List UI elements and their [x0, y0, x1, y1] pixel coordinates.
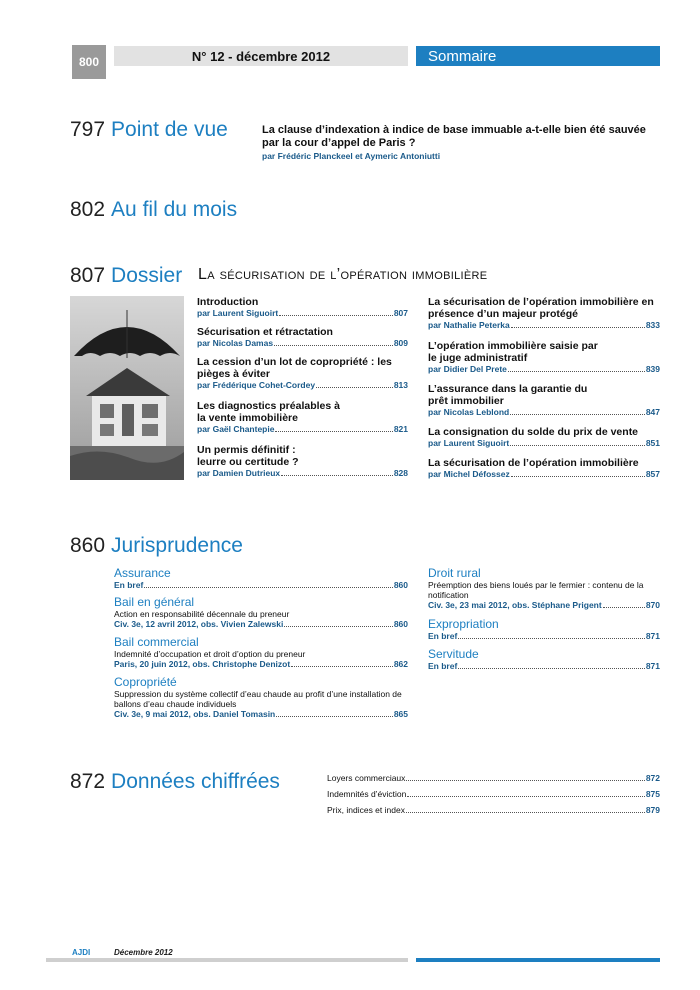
- donnees-list: [327, 770, 660, 818]
- juris-ref: Civ. 3e, 23 mai 2012, obs. Stéphane Prigent: [428, 600, 602, 610]
- toc-entry[interactable]: [197, 356, 408, 391]
- juris-category: Assurance: [114, 566, 171, 580]
- item-page: 872: [645, 773, 660, 783]
- juris-category: Servitude: [428, 647, 479, 661]
- entry-title: La consignation du solde du prix de vente: [428, 426, 639, 438]
- toc-entry[interactable]: [428, 457, 660, 480]
- entry-page: 807: [393, 308, 408, 318]
- entry-title: Sécurisation et rétractation: [197, 326, 333, 338]
- juris-entry[interactable]: [114, 595, 408, 630]
- juris-page: 871: [645, 631, 660, 641]
- entry-author: par Michel Défossez: [428, 469, 510, 479]
- entry-page: 857: [645, 469, 660, 479]
- juris-ref: En bref: [428, 631, 458, 641]
- section-donnees: [70, 770, 280, 794]
- juris-page: 860: [393, 619, 408, 629]
- entry-author: par Damien Dutrieux: [197, 468, 281, 478]
- juris-category: Bail en général: [114, 595, 195, 609]
- juris-desc: Action en responsabilité décennale du preneur: [114, 609, 290, 619]
- toc-entry[interactable]: [428, 296, 660, 331]
- entry-page: 809: [393, 338, 408, 348]
- entry-author: par Nicolas Damas: [197, 338, 274, 348]
- section-title: Dossier: [111, 264, 183, 287]
- entry-title: Les diagnostics préalables à la vente immobilière: [197, 400, 340, 424]
- entry-page: 851: [645, 438, 660, 448]
- entry-author: par Nicolas Leblond: [428, 407, 510, 417]
- list-item[interactable]: [327, 802, 660, 818]
- toc-entry[interactable]: [197, 400, 408, 435]
- juris-entry[interactable]: [114, 566, 408, 591]
- toc-entry[interactable]: [428, 426, 660, 449]
- entry-author: par Didier Del Prete: [428, 364, 507, 374]
- list-item[interactable]: [327, 770, 660, 786]
- juris-ref: Paris, 20 juin 2012, obs. Christophe Denizot: [114, 659, 291, 669]
- entry-title: La cession d’un lot de copropriété : les pièges à éviter: [197, 356, 392, 380]
- section-label: Sommaire: [416, 46, 660, 66]
- juris-ref: Civ. 3e, 9 mai 2012, obs. Daniel Tomasin: [114, 709, 276, 719]
- juris-entry[interactable]: [428, 566, 660, 611]
- juris-category: Droit rural: [428, 566, 481, 580]
- juris-ref: En bref: [428, 661, 458, 671]
- juris-entry[interactable]: [114, 635, 408, 670]
- section-jurisprudence: [70, 534, 243, 558]
- juris-page: 870: [645, 600, 660, 610]
- section-title: Jurisprudence: [111, 534, 243, 557]
- section-title: Point de vue: [111, 118, 228, 141]
- entry-author: par Laurent Siguoirt: [428, 438, 510, 448]
- section-title: Au fil du mois: [111, 198, 238, 221]
- toc-entry[interactable]: [197, 326, 408, 349]
- toc-entry[interactable]: [428, 340, 660, 375]
- section-point-de-vue: [70, 118, 228, 142]
- entry-page: 847: [645, 407, 660, 417]
- juris-ref: En bref: [114, 580, 144, 590]
- juris-desc: Indemnité d’occupation et droit d’option du preneur: [114, 649, 306, 659]
- entry-title: Un permis définitif : leurre ou certitude ?: [197, 444, 299, 468]
- juris-entry[interactable]: [114, 675, 408, 720]
- section-au-fil: [70, 198, 237, 222]
- section-number: 872: [70, 770, 106, 793]
- item-label: Loyers commerciaux: [327, 773, 406, 783]
- footer-rule-gray: [46, 958, 408, 962]
- item-label: Prix, indices et index: [327, 805, 405, 815]
- juris-ref: Civ. 3e, 12 avril 2012, obs. Vivien Zalewski: [114, 619, 284, 629]
- entry-author: par Laurent Siguoirt: [197, 308, 279, 318]
- house-umbrella-image: [70, 296, 184, 480]
- juris-page: 862: [393, 659, 408, 669]
- entry-page: 813: [393, 380, 408, 390]
- section-number: 807: [70, 264, 106, 287]
- section-number: 802: [70, 198, 106, 221]
- entry-title: La sécurisation de l’opération immobilière en présence d’un majeur protégé: [428, 296, 654, 320]
- toc-entry[interactable]: [197, 444, 408, 479]
- section-number: 797: [70, 118, 106, 141]
- footer-journal: AJDI: [72, 948, 91, 957]
- item-page: 879: [645, 805, 660, 815]
- entry-page: 828: [393, 468, 408, 478]
- house-umbrella-photo: [70, 296, 184, 480]
- entry-author: par Gaël Chantepie: [197, 424, 275, 434]
- juris-desc: Préemption des biens loués par le fermier : contenu de la notification: [428, 580, 644, 600]
- juris-category: Bail commercial: [114, 635, 199, 649]
- section-title: Données chiffrées: [111, 770, 280, 793]
- section-dossier: [70, 264, 182, 288]
- list-item[interactable]: [327, 786, 660, 802]
- entry-author: par Frédérique Cohet-Cordey: [197, 380, 316, 390]
- juris-page: 871: [645, 661, 660, 671]
- issue-label: N° 12 - décembre 2012: [114, 46, 408, 66]
- entry-page: 821: [393, 424, 408, 434]
- article-author: par Frédéric Planckeel et Aymeric Antoniutti: [262, 151, 441, 161]
- entry-title: L’opération immobilière saisie par le juge administratif: [428, 340, 598, 364]
- article-title[interactable]: La clause d’indexation à indice de base immuable a-t-elle bien été sauvée par la cour d’appel de Paris ?: [262, 124, 646, 149]
- entry-title: Introduction: [197, 296, 259, 308]
- juris-entry[interactable]: [428, 617, 660, 642]
- footer-date: Décembre 2012: [114, 948, 173, 957]
- entry-title: L’assurance dans la garantie du prêt immobilier: [428, 383, 588, 407]
- entry-author: par Nathalie Peterka: [428, 320, 510, 330]
- section-number: 860: [70, 534, 106, 557]
- juris-entry[interactable]: [428, 647, 660, 672]
- dossier-subtitle: La sécurisation de l’opération immobilière: [198, 266, 488, 283]
- item-page: 875: [645, 789, 660, 799]
- footer-rule-blue: [416, 958, 660, 962]
- item-label: Indemnités d’éviction: [327, 789, 407, 799]
- juris-category: Copropriété: [114, 675, 177, 689]
- page-number: 800: [72, 45, 106, 79]
- entry-page: 833: [645, 320, 660, 330]
- toc-entry[interactable]: [428, 383, 660, 418]
- entry-page: 839: [645, 364, 660, 374]
- juris-desc: Suppression du système collectif d’eau chaude au profit d’une installation de ballons d’eau chaude individuels: [114, 689, 402, 709]
- toc-entry[interactable]: [197, 296, 408, 319]
- entry-title: La sécurisation de l’opération immobilière: [428, 457, 639, 469]
- juris-category: Expropriation: [428, 617, 499, 631]
- juris-page: 860: [393, 580, 408, 590]
- juris-page: 865: [393, 709, 408, 719]
